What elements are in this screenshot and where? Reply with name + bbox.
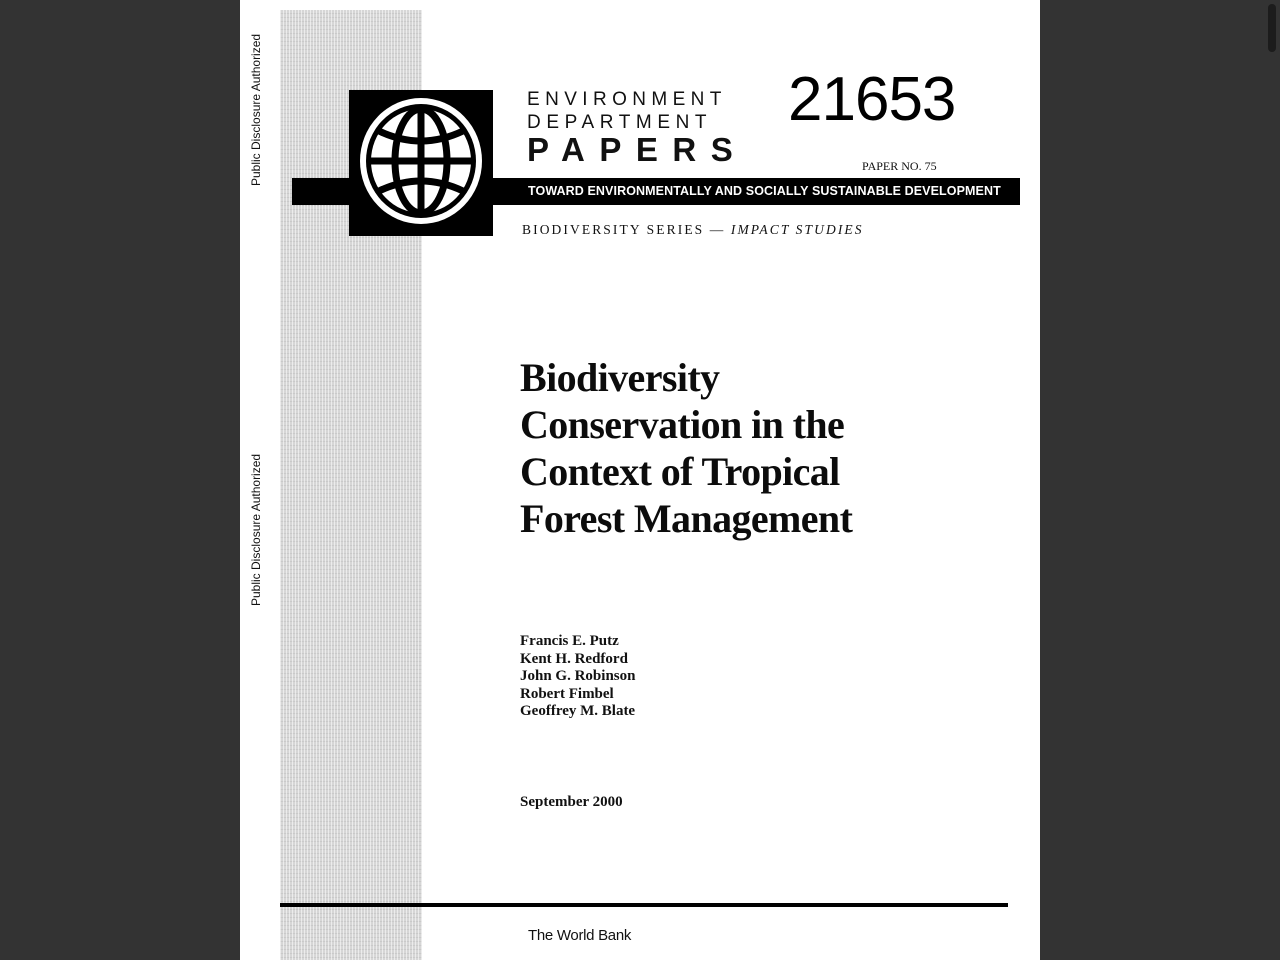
series-name: BIODIVERSITY SERIES <box>522 222 705 237</box>
publisher-name: The World Bank <box>528 927 632 944</box>
footer-rule <box>280 903 1008 907</box>
series-subtitle: IMPACT STUDIES <box>730 222 864 237</box>
author: Francis E. Putz <box>520 633 619 649</box>
author: Kent H. Redford <box>520 650 628 667</box>
globe-icon <box>357 95 485 232</box>
vertical-scrollbar[interactable] <box>1264 0 1280 960</box>
header-papers: PAPERS <box>527 131 748 168</box>
disclosure-stamp-bottom: Public Disclosure Authorized <box>249 453 263 607</box>
tagline-text: TOWARD ENVIRONMENTALLY AND SOCIALLY SUSTAINABLE DEVELOPMENT <box>528 184 1001 198</box>
publication-date: September 2000 <box>520 794 623 810</box>
author-list <box>520 633 635 721</box>
disclosure-stamp-top: Public Disclosure Authorized <box>249 33 263 187</box>
title-line: Biodiversity <box>520 355 720 400</box>
author: Geoffrey M. Blate <box>520 703 636 720</box>
header-environment: ENVIRONMENT <box>527 89 727 110</box>
series-label <box>522 222 864 238</box>
document-number: 21653 <box>788 65 956 134</box>
header-department: DEPARTMENT <box>527 112 713 133</box>
author: Robert Fimbel <box>520 685 614 702</box>
document-title <box>520 354 940 542</box>
author: John G. Robinson <box>520 668 636 685</box>
paper-number: PAPER NO. 75 <box>862 159 937 173</box>
document-page <box>240 0 1040 960</box>
scrollbar-thumb[interactable] <box>1268 4 1276 52</box>
series-dash: — <box>704 222 731 237</box>
title-line: Forest Management <box>520 496 853 541</box>
title-line: Context of Tropical <box>520 449 840 494</box>
world-bank-logo <box>349 90 493 236</box>
title-line: Conservation in the <box>520 402 845 447</box>
